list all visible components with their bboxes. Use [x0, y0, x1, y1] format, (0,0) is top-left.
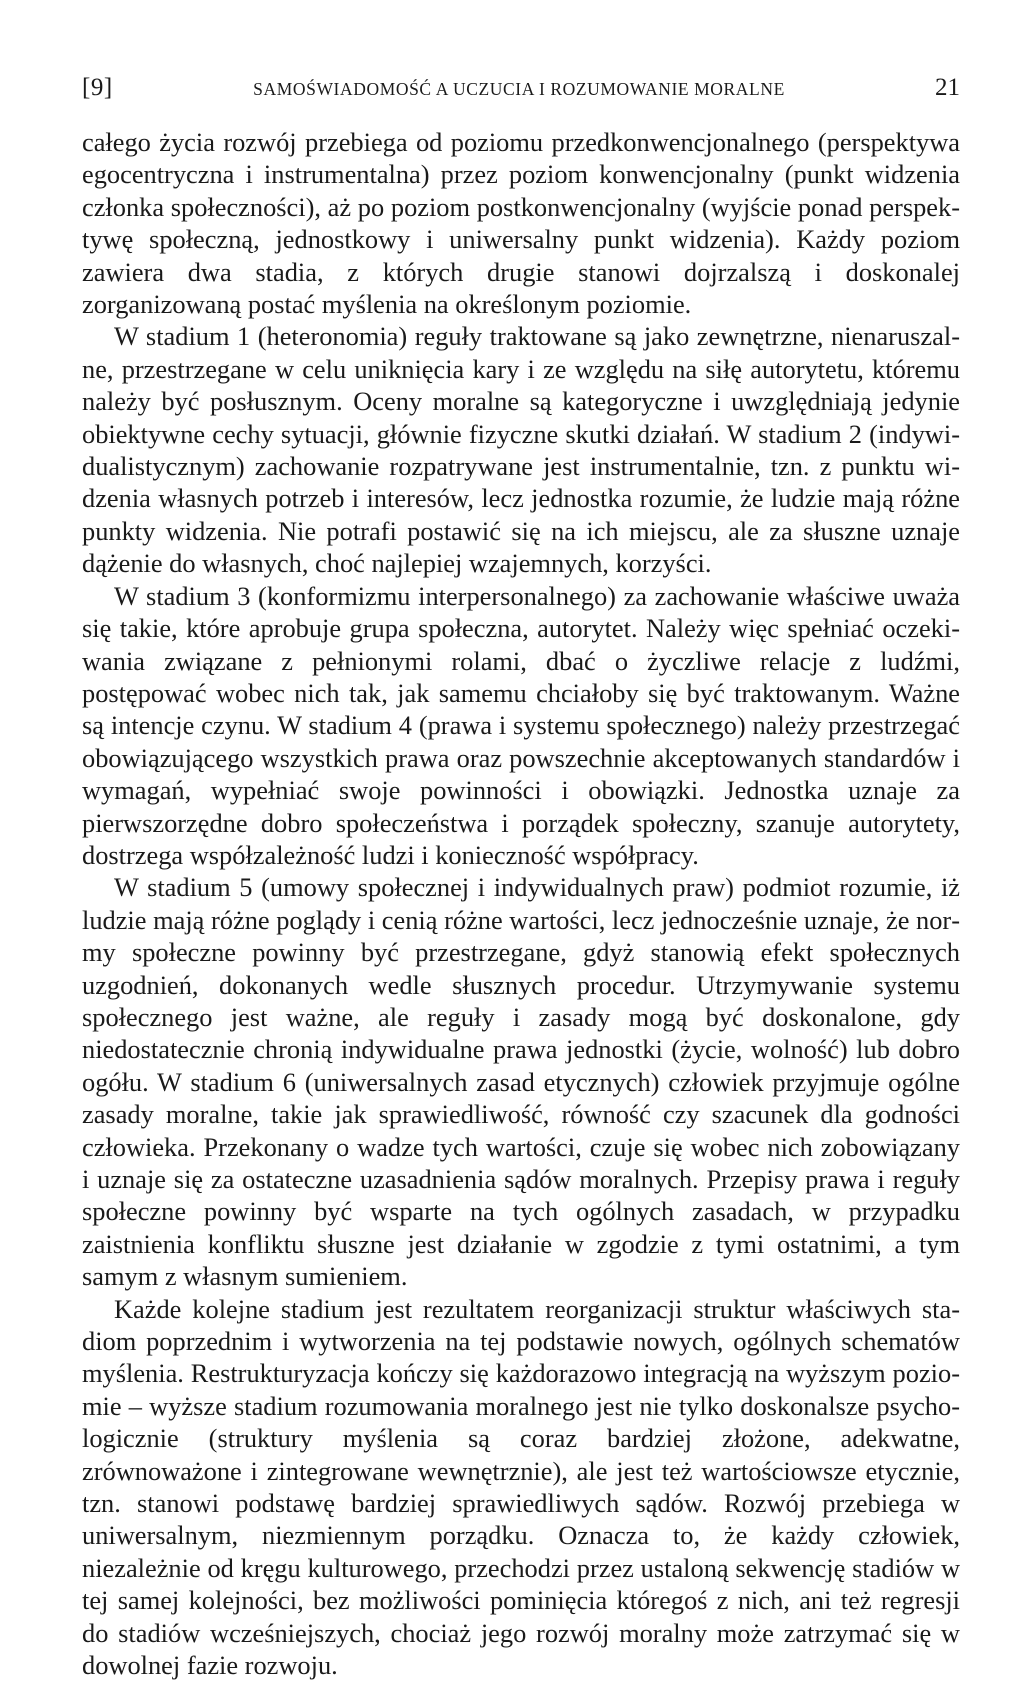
section-number: [9]	[82, 74, 113, 101]
paragraph-1: całego życia rozwój przebiega od poziomu przedkonwencjonalnego (perspektywa egocentryczna i instrumentalna) przez poziom konwencjonalny (punkt widzenia członka społeczności), aż po poziom postkonwencjonalny (wyjście ponad perspektywę społeczną, jednostkowy i uniwersalny punkt widzenia). Każdy poziom zawiera dwa stadia, z których drugie stanowi dojrzalszą i doskonalej zorganizowaną postać myślenia na określonym poziomie.	[82, 127, 960, 320]
page-number: 21	[935, 74, 960, 101]
page-header	[78, 68, 960, 104]
running-title: SAMOŚWIADOMOŚĆ A UCZUCIA I ROZUMOWANIE MORALNE	[253, 79, 785, 99]
paragraph-5: Każde kolejne stadium jest rezultatem reorganizacji struktur właściwych stadiom poprzednim i wytworzenia na tej podstawie nowych, ogólnych schematów myślenia. Restrukturyzacja kończy się każdorazowo integracją na wyższym poziomie – wyższe stadium rozumowania moralnego jest nie tylko doskonalsze psychologicznie (struktury myślenia są coraz bardziej złożone, adekwatne, zrównoważone i zintegrowane wewnętrznie), ale jest też wartościowsze etycznie, tzn. stanowi podstawę bardziej sprawiedliwych sądów. Rozwój przebiega w uniwersalnym, niezmiennym porządku. Oznacza to, że każdy człowiek, niezależnie od kręgu kulturowego, przechodzi przez ustaloną sekwencję stadiów w tej samej kolejności, bez możliwości pominięcia któregoś z nich, ani też regresji do stadiów wcześniejszych, chociaż jego rozwój moralny może zatrzymać się w dowolnej fazie rozwoju.	[82, 1293, 960, 1681]
paragraph-4: W stadium 5 (umowy społecznej i indywidualnych praw) podmiot rozumie, iż ludzie mają różne poglądy i cenią różne wartości, lecz jednocześnie uznaje, że normy społeczne powinny być przestrzegane, gdyż stanowią efekt społecznych uzgodnień, dokonanych wedle słusznych procedur. Utrzymywanie systemu społecznego jest ważne, ale reguły i zasady mogą być doskonalone, gdy niedostatecznie chronią indywidualne prawa jednostki (życie, wolność) lub dobro ogółu. W stadium 6 (uniwersalnych zasad etycznych) człowiek przyjmuje ogólne zasady moralne, takie jak sprawiedliwość, równość czy szacunek dla godności człowieka. Przekonany o wadze tych wartości, czuje się wobec nich zobowiązany i uznaje się za ostateczne uzasadnienia sądów moralnych. Przepisy prawa i reguły społeczne powinny być wsparte na tych ogólnych zasadach, w przypadku zaistnienia konfliktu słuszne jest działanie w zgodzie z tymi ostatnimi, a tym samym z własnym sumieniem.	[82, 872, 960, 1292]
body-text	[82, 126, 960, 1682]
paragraph-2: W stadium 1 (heteronomia) reguły traktowane są jako zewnętrzne, nienaruszalne, przestrzegane w celu uniknięcia kary i ze względu na siłę autorytetu, któremu należy być posłusznym. Oceny moralne są kategoryczne i uwzględniają jedynie obiektywne cechy sytuacji, głównie fizyczne skutki działań. W stadium 2 (indywidualistycznym) zachowanie rozpatrywane jest instrumentalnie, tzn. z punktu widzenia własnych potrzeb i interesów, lecz jednostka rozumie, że ludzie mają różne punkty widzenia. Nie potrafi postawić się na ich miejscu, ale za słuszne uznaje dążenie do własnych, choć najlepiej wzajemnych, korzyści.	[82, 321, 960, 579]
paragraph-3: W stadium 3 (konformizmu interpersonalnego) za zachowanie właściwe uważa się takie, które aprobuje grupa społeczna, autorytet. Należy więc spełniać oczekiwania związane z pełnionymi rolami, dbać o życzliwe relacje z ludźmi, postępować wobec nich tak, jak samemu chciałoby się być traktowanym. Ważne są intencje czynu. W stadium 4 (prawa i systemu społecznego) należy przestrzegać obowiązującego wszystkich prawa oraz powszechnie akceptowanych standardów i wymagań, wypełniać swoje powinności i obowiązki. Jednostka uznaje za pierwszorzędne dobro społeczeństwa i porządek społeczny, szanuje autorytety, dostrzega współzależność ludzi i konieczność współpracy.	[82, 580, 960, 870]
